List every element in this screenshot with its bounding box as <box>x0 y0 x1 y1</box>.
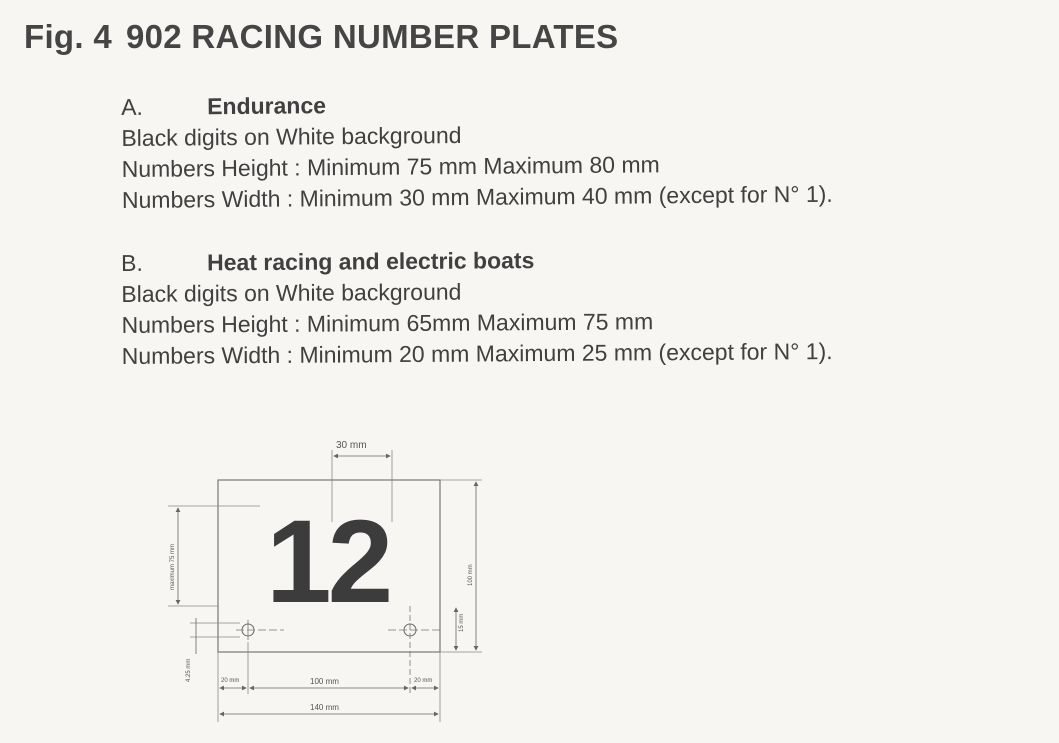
section-heat-racing <box>121 243 833 372</box>
section-letter: A. <box>121 93 143 120</box>
section-title: Endurance <box>207 92 327 120</box>
dim-hole-offset: 4.25 mm <box>186 658 192 682</box>
spec-line: Black digits on White background <box>121 122 462 151</box>
spec-line: Numbers Height : Minimum 65mm Maximum 75 mm <box>121 308 654 338</box>
dim-hole-spacing: 100 mm <box>310 677 339 686</box>
dim-digit-width: 30 mm <box>336 440 367 451</box>
spec-line: Black digits on White background <box>121 278 462 307</box>
page-title <box>24 18 618 56</box>
section-title: Heat racing and electric boats <box>207 247 535 276</box>
dim-plate-width: 140 mm <box>310 703 339 712</box>
dim-plate-height: 100 mm <box>468 564 474 586</box>
dim-digit-height: maximum 75 mm <box>170 543 176 590</box>
section-letter: B. <box>121 249 143 276</box>
figure-title: 902 RACING NUMBER PLATES <box>125 18 619 55</box>
plate-number: 12 <box>266 496 390 628</box>
spec-line: Numbers Height : Minimum 75 mm Maximum 80 mm <box>121 151 660 182</box>
spec-line: Numbers Width : Minimum 30 mm Maximum 40 mm (except for N° 1). <box>121 180 833 213</box>
dim-right-margin: 20 mm <box>414 678 433 684</box>
section-heading <box>121 243 832 279</box>
spec-line: Numbers Width : Minimum 20 mm Maximum 25 mm (except for N° 1). <box>121 338 833 369</box>
dim-hole-height: 15 mm <box>459 613 465 632</box>
section-endurance <box>121 86 833 216</box>
figure-number: Fig. 4 <box>24 18 112 55</box>
number-plate-diagram <box>160 432 500 732</box>
dim-left-margin: 20 mm <box>221 678 240 684</box>
